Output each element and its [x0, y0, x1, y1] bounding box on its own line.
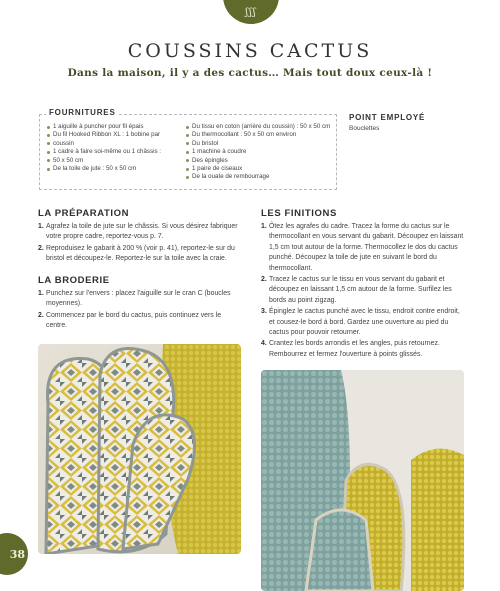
supply-item: Du thermocollant : 50 x 50 cm environ	[186, 131, 336, 139]
supply-item: Du tissu en coton (arrière du coussin) : 50 x 50 cm	[186, 123, 336, 131]
broderie-steps	[38, 289, 243, 333]
step-text: Tracez le cactus sur le tissu en vous servant du gabarit et découpez en laissant 1,5 cm autour de la forme. Surfilez les bords au point zigzag.	[269, 276, 452, 304]
supply-item: Des épingles	[186, 157, 336, 165]
step-item	[261, 222, 465, 274]
step-text: Épinglez le cactus punché avec le tissu, endroit contre endroit, et cousez-le bord à bord. Gardez une ouverture au pied du cactus pour pouvoir retourner.	[269, 308, 460, 337]
step-number: 1.	[38, 223, 44, 230]
supply-item: coussin	[47, 140, 179, 148]
step-text: Ôtez les agrafes du cadre. Tracez la forme du cactus sur le thermocollant en vous servant du gabarit. Découpez en laissant 1,5 cm tout autour de la forme. Thermocollez le dos du cactus punché. Découpez la toile de jute en suivant le bord du thermocollant.	[269, 223, 464, 272]
step-text: Reproduisez le gabarit à 200 % (voir p. 41), reportez-le sur du bristol et découpez-le. Reportez-le sur la toile avec la craie.	[46, 244, 235, 263]
step-item	[38, 311, 243, 332]
step-text: Punchez sur l'envers : placez l'aiguille sur le cran C (boucles moyennes).	[46, 290, 231, 308]
supplies-column-1	[47, 123, 179, 173]
step-number: 2.	[261, 276, 267, 284]
supply-item: 50 x 50 cm	[47, 157, 179, 165]
step-item	[261, 275, 465, 306]
supply-item: 1 aiguille à puncher pour fil épais	[47, 123, 179, 131]
supply-item: Du bristol	[186, 140, 336, 148]
supply-item: 1 cadre à faire soi-même ou 1 châssis :	[47, 148, 179, 156]
finitions-steps	[261, 222, 465, 361]
cactus-cushion-photo-right	[261, 370, 464, 591]
page-subtitle: Dans la maison, il y a des cactus… Mais tout doux ceux-là !	[67, 67, 433, 79]
step-item	[261, 307, 465, 338]
supplies-column-2	[186, 123, 336, 182]
step-item	[38, 289, 243, 310]
chapter-ornament-tab	[223, 0, 279, 24]
supply-item: 1 paire de ciseaux	[186, 165, 336, 173]
supplies-box	[39, 108, 337, 190]
step-number: 1.	[38, 290, 44, 297]
page-title: COUSSINS CACTUS	[127, 40, 373, 62]
supply-item: 1 machine à coudre	[186, 148, 336, 156]
step-number: 2.	[38, 244, 44, 252]
step-number: 3.	[261, 308, 267, 316]
step-number: 4.	[261, 340, 267, 348]
step-item	[261, 339, 465, 360]
step-number: 1.	[261, 223, 267, 230]
ornament-glyph: ʃʃʃ	[245, 7, 257, 18]
supply-item: Du fil Hooked Ribbon XL : 1 bobine par	[47, 131, 179, 139]
page-number-badge: 38	[0, 533, 28, 575]
supply-item: De la toile de jute : 50 x 50 cm	[47, 165, 179, 173]
supplies-title: FOURNITURES	[46, 108, 119, 117]
step-text: Commencez par le bord du cactus, puis continuez vers le centre.	[46, 311, 222, 330]
stitch-value: Bouclettes	[349, 125, 380, 132]
stitch-title: POINT EMPLOYÉ	[349, 113, 426, 122]
broderie-heading: LA BRODERIE	[38, 275, 110, 286]
finitions-heading: LES FINITIONS	[261, 208, 337, 219]
step-text: Agrafez la toile de jute sur le châssis. Si vous désirez fabriquer votre propre cadre, reportez-vous p. 7.	[46, 223, 238, 241]
cactus-cushion-photo-left	[38, 344, 241, 554]
preparation-steps	[38, 222, 243, 266]
step-item	[38, 222, 243, 243]
step-number: 2.	[38, 311, 44, 319]
step-item	[38, 244, 243, 265]
step-text: Crantez les bords arrondis et les angles, puis retournez. Rembourrez et fermez l'ouverture à points glissés.	[269, 340, 440, 358]
supply-item: De la ouate de rembourrage	[186, 173, 336, 181]
preparation-heading: LA PRÉPARATION	[38, 208, 130, 219]
